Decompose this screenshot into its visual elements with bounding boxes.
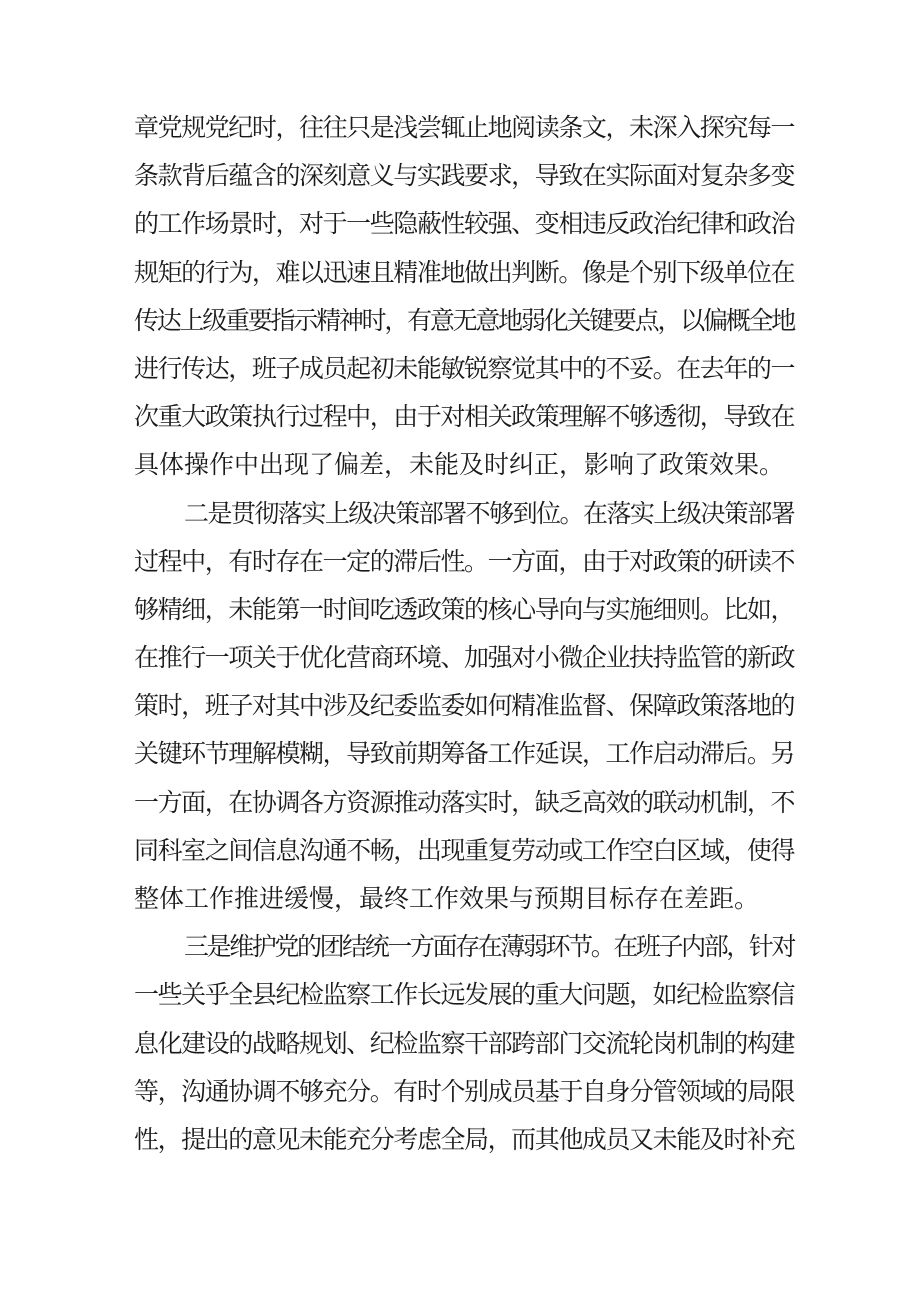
text-line: 一方面，在协调各方资源推动落实时，缺乏高效的联动机制，不: [134, 787, 794, 817]
text-line: 策时，班子对其中涉及纪委监委如何精准监督、保障政策落地的: [134, 691, 794, 721]
paragraph-heading-line: 三是维护党的团结统一方面存在薄弱环节。在班子内部，针对: [184, 932, 794, 962]
text-line: 息化建设的战略规划、纪检监察干部跨部门交流轮岗机制的构建: [134, 1028, 794, 1058]
body-text: [134, 104, 794, 1164]
text-line: 规矩的行为，难以迅速且精准地做出判断。像是个别下级单位在: [134, 257, 794, 287]
text-line: 一些关乎全县纪检监察工作长远发展的重大问题，如纪检监察信: [134, 980, 794, 1010]
text-line: 关键环节理解模糊，导致前期筹备工作延误，工作启动滞后。另: [134, 739, 794, 769]
text-line: 够精细，未能第一时间吃透政策的核心导向与实施细则。比如，: [134, 594, 794, 624]
text-line: 次重大政策执行过程中，由于对相关政策理解不够透彻，导致在: [134, 402, 794, 432]
text-line: 的工作场景时，对于一些隐蔽性较强、变相违反政治纪律和政治: [134, 209, 794, 239]
text-line: 章党规党纪时，往往只是浅尝辄止地阅读条文，未深入探究每一: [134, 113, 794, 142]
text-line: 具体操作中出现了偏差，未能及时纠正，影响了政策效果。: [134, 450, 785, 480]
text-line: 传达上级重要指示精神时，有意无意地弱化关键要点，以偏概全地: [134, 305, 794, 335]
paragraph-heading-line: 二是贯彻落实上级决策部署不够到位。在落实上级决策部署: [184, 498, 794, 528]
text-line: 过程中，有时存在一定的滞后性。一方面，由于对政策的研读不: [134, 546, 794, 576]
text-line: 性，提出的意见未能充分考虑全局，而其他成员又未能及时补充: [134, 1124, 794, 1154]
text-line: 条款背后蕴含的深刻意义与实践要求，导致在实际面对复杂多变: [134, 161, 794, 191]
text-line: 在推行一项关于优化营商环境、加强对小微企业扶持监管的新政: [134, 643, 794, 673]
text-line: 等，沟通协调不够充分。有时个别成员基于自身分管领域的局限: [134, 1076, 794, 1106]
text-line: 整体工作推进缓慢，最终工作效果与预期目标存在差距。: [134, 884, 760, 913]
text-line: 同科室之间信息沟通不畅，出现重复劳动或工作空白区域，使得: [134, 835, 794, 865]
text-line: 进行传达，班子成员起初未能敏锐察觉其中的不妥。在去年的一: [134, 353, 794, 383]
